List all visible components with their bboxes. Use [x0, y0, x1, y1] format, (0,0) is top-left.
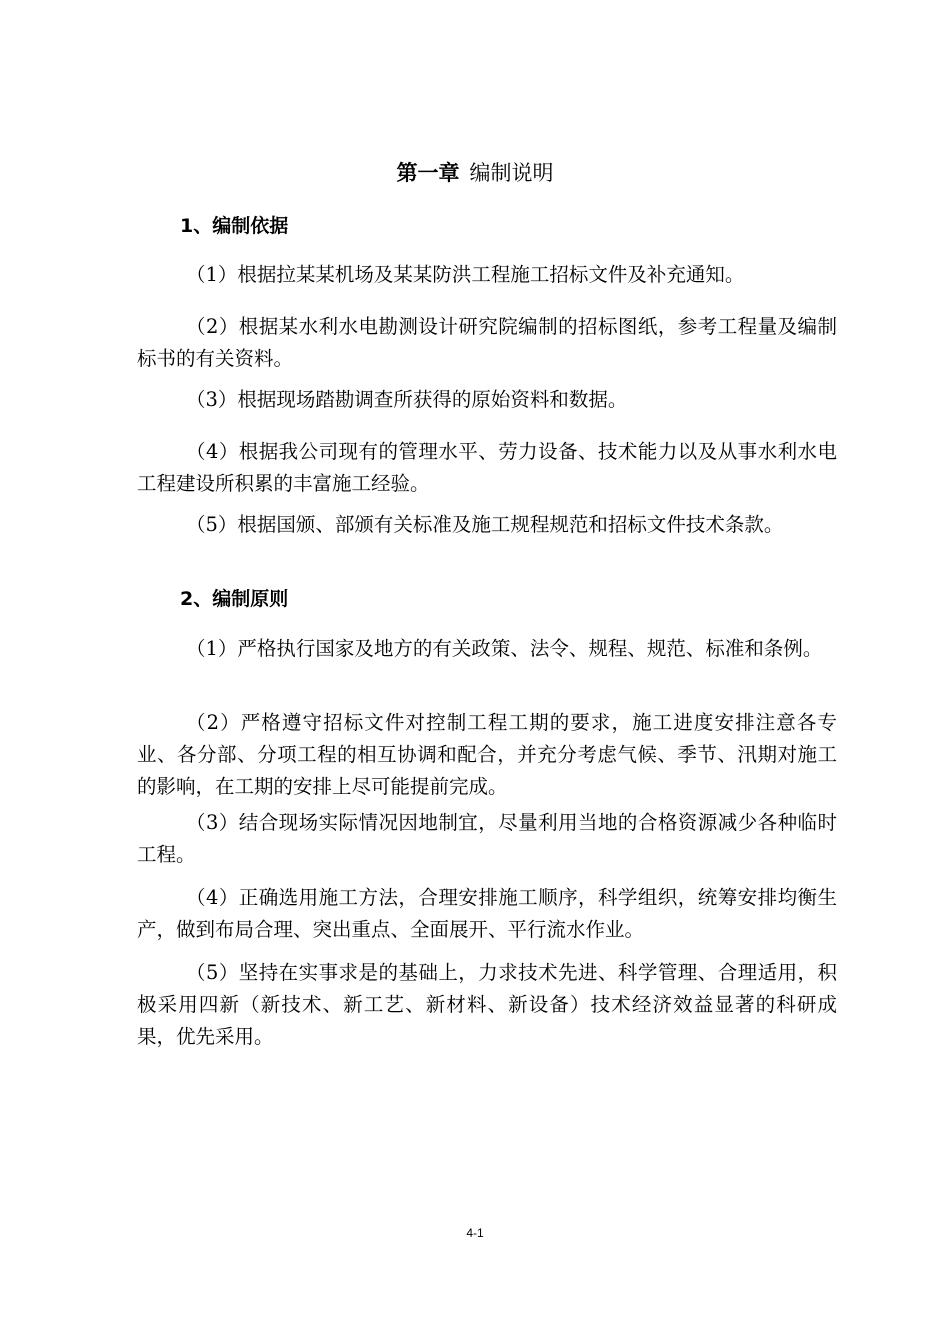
basis-item-3: （3）根据现场踏勘调查所获得的原始资料和数据。	[186, 388, 628, 411]
section-heading-basis: 1、编制依据	[180, 215, 289, 237]
chapter-number: 第一章	[396, 161, 460, 185]
principle-item-2: （2）严格遵守招标文件对控制工程工期的要求，施工进度安排注意各专业、各分部、分项工程的相互协调和配合，并充分考虑气候、季节、汛期对施工的影响，在工期的安排上尽可能提前完成。	[137, 711, 837, 798]
chapter-name: 编制说明	[469, 161, 554, 185]
page-number: 4-1	[466, 1226, 484, 1240]
section-heading-principles: 2、编制原则	[180, 588, 289, 610]
principle-item-4: （4）正确选用施工方法，合理安排施工顺序，科学组织，统筹安排均衡生产，做到布局合理、突出重点、全面展开、平行流水作业。	[137, 886, 837, 941]
principle-item-5: （5）坚持在实事求是的基础上，力求技术先进、科学管理、合理适用，积极采用四新（新技术、新工艺、新材料、新设备）技术经济效益显著的科研成果，优先采用。	[137, 961, 837, 1048]
basis-item-1: （1）根据拉某某机场及某某防洪工程施工招标文件及补充通知。	[186, 263, 745, 286]
principle-item-1: （1）严格执行国家及地方的有关政策、法令、规程、规范、标准和条例。	[186, 637, 823, 660]
basis-item-2: （2）根据某水利水电勘测设计研究院编制的招标图纸，参考工程量及编制标书的有关资料。	[137, 315, 837, 370]
basis-item-4: （4）根据我公司现有的管理水平、劳力设备、技术能力以及从事水利水电工程建设所积累的丰富施工经验。	[137, 440, 837, 495]
basis-item-5: （5）根据国颁、部颁有关标准及施工规程规范和招标文件技术条款。	[186, 513, 784, 536]
chapter-title	[0, 158, 950, 188]
principle-item-3: （3）结合现场实际情况因地制宜，尽量利用当地的合格资源减少各种临时工程。	[137, 811, 837, 866]
